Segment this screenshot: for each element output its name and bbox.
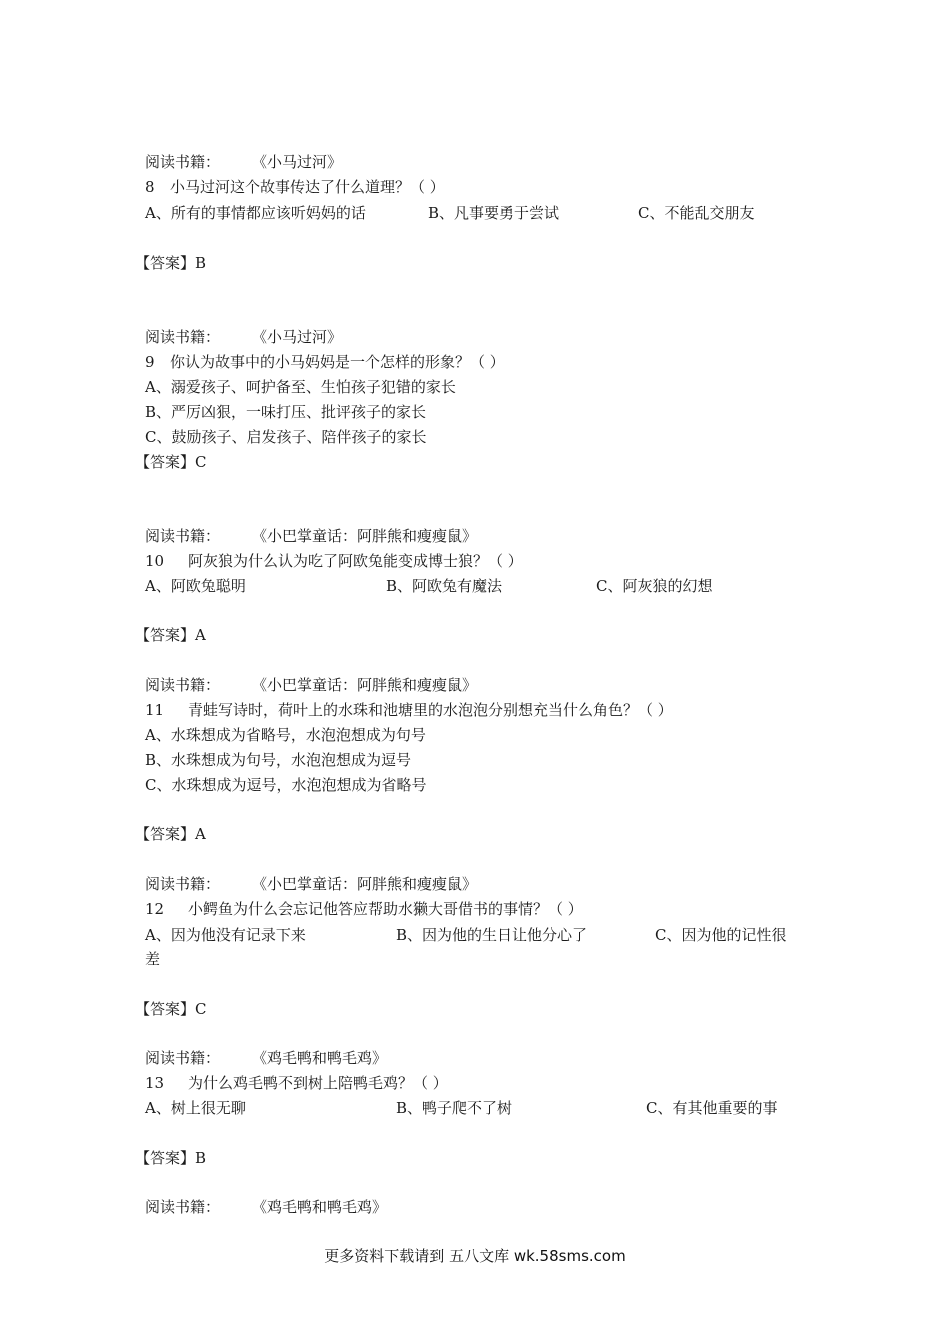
book-line: [145, 1197, 387, 1217]
question-number: 8: [145, 178, 155, 196]
question-line: [145, 899, 583, 919]
option-c: C、有其他重要的事: [646, 1099, 778, 1117]
option-b: B、凡事要勇于尝试: [428, 204, 560, 222]
option-c-wrap: 差: [145, 950, 161, 968]
option-b: B、因为他的生日让他分心了: [396, 926, 588, 944]
question-text: 青蛙写诗时，荷叶上的水珠和池塘里的水泡泡分别想充当什么角色？（ ）: [188, 701, 673, 719]
answer: 【答案】C: [135, 1000, 207, 1018]
book-label: 阅读书籍：: [145, 875, 221, 893]
book-label: 阅读书籍：: [145, 527, 221, 545]
book-line: [145, 526, 477, 546]
book-line: [145, 327, 342, 347]
option-a: A、所有的事情都应该听妈妈的话: [145, 204, 366, 222]
option-c: C、不能乱交朋友: [638, 204, 755, 222]
option-c: C、因为他的记性很: [655, 926, 787, 944]
option-a: A、溺爱孩子、呵护备至、生怕孩子犯错的家长: [145, 378, 456, 396]
option-b: B、严厉凶狠，一味打压、批评孩子的家长: [145, 403, 427, 421]
option-b: B、鸭子爬不了树: [396, 1099, 513, 1117]
question-line: [145, 177, 445, 197]
question-number: 10: [145, 552, 165, 570]
book-title: 《鸡毛鸭和鸭毛鸡》: [252, 1198, 388, 1216]
option-a: A、水珠想成为省略号，水泡泡想成为句号: [145, 726, 426, 744]
book-title: 《小巴掌童话：阿胖熊和瘦瘦鼠》: [252, 875, 478, 893]
book-label: 阅读书籍：: [145, 153, 221, 171]
footer-link[interactable]: 更多资料下载请到 五八文库 wk.58sms.com: [324, 1247, 626, 1265]
question-number: 13: [145, 1074, 165, 1092]
option-a: A、阿欧兔聪明: [145, 577, 246, 595]
option-c: C、阿灰狼的幻想: [596, 577, 713, 595]
question-number: 11: [145, 701, 165, 719]
book-title: 《小巴掌童话：阿胖熊和瘦瘦鼠》: [252, 527, 478, 545]
question-number: 12: [145, 900, 165, 918]
question-text: 小马过河这个故事传达了什么道理？（ ）: [170, 178, 445, 196]
book-title: 《小马过河》: [252, 328, 343, 346]
answer: 【答案】C: [135, 453, 207, 471]
answer: 【答案】A: [135, 626, 206, 644]
option-b: B、阿欧兔有魔法: [386, 577, 503, 595]
book-label: 阅读书籍：: [145, 1198, 221, 1216]
question-number: 9: [145, 353, 155, 371]
book-line: [145, 152, 342, 172]
option-b: B、水珠想成为句号，水泡泡想成为逗号: [145, 751, 412, 769]
answer: 【答案】B: [135, 254, 207, 272]
book-line: [145, 1048, 387, 1068]
question-text: 为什么鸡毛鸭不到树上陪鸭毛鸡？（ ）: [188, 1074, 448, 1092]
book-title: 《小巴掌童话：阿胖熊和瘦瘦鼠》: [252, 676, 478, 694]
option-a: A、因为他没有记录下来: [145, 926, 306, 944]
book-label: 阅读书籍：: [145, 328, 221, 346]
answer: 【答案】B: [135, 1149, 207, 1167]
question-text: 阿灰狼为什么认为吃了阿欧兔能变成博士狼？（ ）: [188, 552, 523, 570]
question-line: [145, 352, 505, 372]
book-line: [145, 874, 477, 894]
book-title: 《小马过河》: [252, 153, 343, 171]
question-text: 你认为故事中的小马妈妈是一个怎样的形象？（ ）: [170, 353, 505, 371]
book-title: 《鸡毛鸭和鸭毛鸡》: [252, 1049, 388, 1067]
answer: 【答案】A: [135, 825, 206, 843]
book-label: 阅读书籍：: [145, 1049, 221, 1067]
option-a: A、树上很无聊: [145, 1099, 246, 1117]
question-text: 小鳄鱼为什么会忘记他答应帮助水獭大哥借书的事情？（ ）: [188, 900, 583, 918]
question-line: [145, 700, 673, 720]
option-c: C、水珠想成为逗号，水泡泡想成为省略号: [145, 776, 427, 794]
book-label: 阅读书籍：: [145, 676, 221, 694]
option-c: C、鼓励孩子、启发孩子、陪伴孩子的家长: [145, 428, 427, 446]
question-line: [145, 551, 523, 571]
question-line: [145, 1073, 448, 1093]
book-line: [145, 675, 477, 695]
